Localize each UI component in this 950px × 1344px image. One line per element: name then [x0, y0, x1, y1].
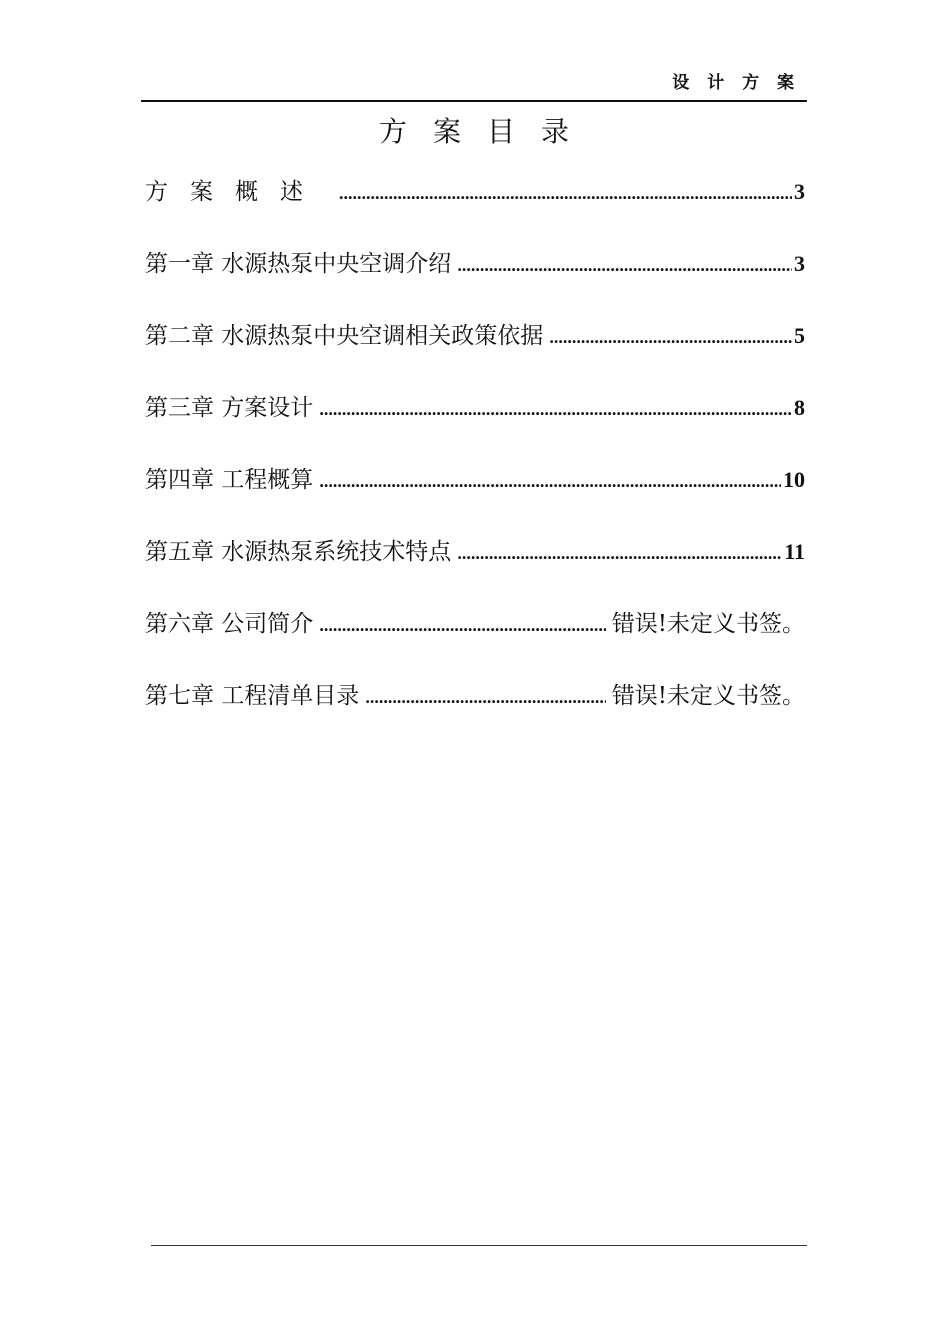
header-rule	[141, 100, 807, 102]
toc-page-number: 3	[794, 179, 805, 204]
toc-entry-chapter-6[interactable]	[145, 602, 805, 674]
toc-page-number: 8	[794, 395, 805, 420]
toc-entry-chapter-1[interactable]	[145, 242, 805, 314]
toc-leader-dots	[319, 387, 792, 431]
toc-label: 第一章 水源热泵中央空调介绍	[145, 251, 452, 277]
toc-label: 第七章 工程清单目录	[145, 683, 360, 709]
toc-leader-dots	[457, 243, 792, 287]
toc-leader-dots	[319, 459, 781, 503]
toc-label: 第六章 公司简介	[145, 611, 314, 637]
toc-label: 第三章 方案设计	[145, 395, 314, 421]
toc-page-number: 5	[794, 323, 805, 348]
toc-entry-chapter-7[interactable]	[145, 674, 805, 746]
toc-page-error: 错误!未定义书签。	[611, 683, 805, 709]
toc-page-number: 3	[794, 251, 805, 276]
toc-page-number: 11	[784, 539, 805, 564]
running-header: 设 计 方 案	[672, 73, 800, 93]
toc-entry-chapter-5[interactable]	[145, 530, 805, 602]
toc-leader-dots	[457, 531, 782, 575]
toc-label: 第五章 水源热泵系统技术特点	[145, 539, 452, 565]
toc-leader-dots	[319, 603, 605, 647]
toc-entry-chapter-4[interactable]	[145, 458, 805, 530]
toc-label: 第四章 工程概算	[145, 467, 314, 493]
toc-leader-dots	[339, 171, 792, 215]
toc-label: 方案概述	[145, 179, 325, 205]
toc-entry-chapter-3[interactable]	[145, 386, 805, 458]
toc-entry-overview[interactable]	[145, 170, 805, 242]
document-title: 方案目录	[378, 115, 595, 148]
toc-entry-chapter-2[interactable]	[145, 314, 805, 386]
toc-label: 第二章 水源热泵中央空调相关政策依据	[145, 323, 544, 349]
toc-leader-dots	[365, 675, 605, 719]
toc-page-error: 错误!未定义书签。	[611, 611, 805, 637]
table-of-contents	[145, 170, 805, 746]
toc-leader-dots	[549, 315, 792, 359]
footer-rule	[151, 1245, 807, 1246]
toc-page-number: 10	[783, 467, 805, 492]
